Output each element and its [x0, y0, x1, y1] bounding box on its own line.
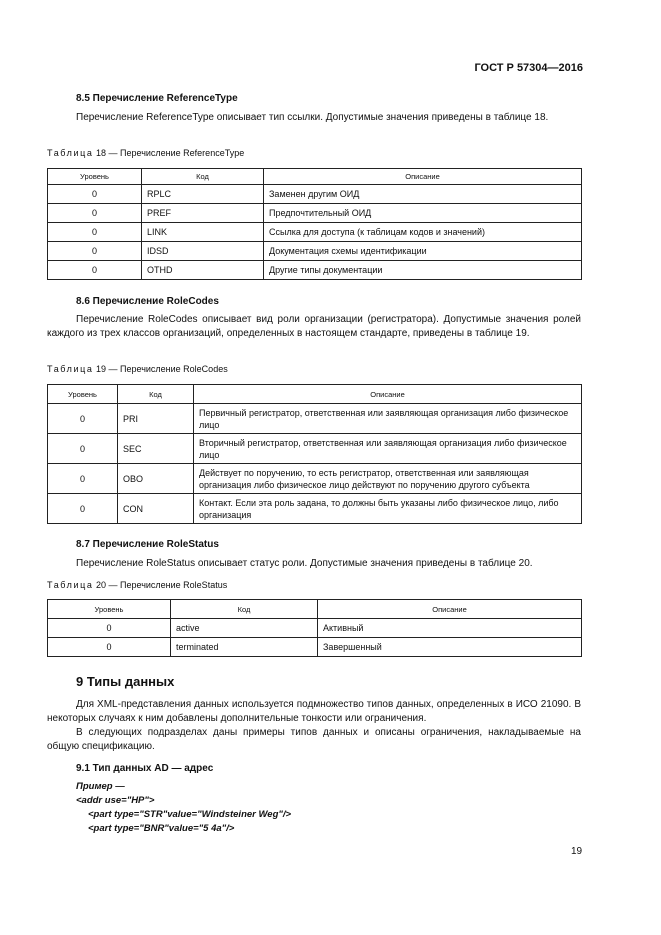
cell-description: Другие типы документации: [264, 261, 582, 280]
caption-word: Таблица: [47, 148, 94, 158]
cell-code: CON: [118, 494, 194, 524]
cell-level: 0: [48, 494, 118, 524]
table-row: [48, 404, 582, 434]
table-row: [48, 242, 582, 261]
page-number: 19: [571, 846, 583, 857]
column-header: Код: [171, 600, 318, 619]
section-9-1-heading: 9.1 Тип данных AD — адрес: [76, 763, 214, 774]
cell-level: 0: [48, 464, 118, 494]
column-header: Уровень: [48, 169, 142, 185]
cell-code: PRI: [118, 404, 194, 434]
cell-level: 0: [48, 638, 171, 657]
example-label: Пример —: [76, 781, 125, 792]
cell-description: Заменен другим ОИД: [264, 185, 582, 204]
table-19: [47, 384, 582, 524]
section-9-heading: 9 Типы данных: [76, 674, 175, 689]
cell-level: 0: [48, 223, 142, 242]
code-line: <addr use="HP">: [76, 795, 155, 806]
table-row: [48, 464, 582, 494]
section-8-6-text: Перечисление RoleCodes описывает вид роли организации (регистратора). Допустимые значения ролей каждого из трех классов организаций, определенных в настоящем стандарте, приведены в таблице 19.: [47, 314, 581, 339]
table-19-caption: [47, 364, 228, 374]
cell-description: Ссылка для доступа (к таблицам кодов и значений): [264, 223, 582, 242]
table-20: [47, 599, 582, 657]
table-row: [48, 185, 582, 204]
cell-code: LINK: [142, 223, 264, 242]
caption-rest: 19 — Перечисление RoleCodes: [93, 364, 228, 374]
cell-code: IDSD: [142, 242, 264, 261]
table-row: [48, 204, 582, 223]
column-header: Описание: [264, 169, 582, 185]
section-8-7-heading: 8.7 Перечисление RoleStatus: [76, 539, 219, 550]
cell-description: Предпочтительный ОИД: [264, 204, 582, 223]
cell-code: SEC: [118, 434, 194, 464]
caption-rest: 20 — Перечисление RoleStatus: [93, 580, 228, 590]
cell-level: 0: [48, 185, 142, 204]
table-header-row: [48, 169, 582, 185]
cell-level: 0: [48, 434, 118, 464]
caption-word: Таблица: [47, 580, 94, 590]
cell-level: 0: [48, 261, 142, 280]
cell-level: 0: [48, 242, 142, 261]
cell-level: 0: [48, 204, 142, 223]
cell-description: Контакт. Если эта роль задана, то должны быть указаны либо физическое лицо, либо организация: [194, 494, 582, 524]
column-header: Описание: [194, 385, 582, 404]
cell-code: OTHD: [142, 261, 264, 280]
table-header-row: [48, 600, 582, 619]
table-row: [48, 261, 582, 280]
cell-description: Активный: [318, 619, 582, 638]
cell-description: Завершенный: [318, 638, 582, 657]
code-line: <part type="BNR"value="5 4a"/>: [88, 823, 235, 834]
cell-description: Действует по поручению, то есть регистратор, ответственная или заявляющая организация либо физическое лицо действуют по поручению другого субъекта: [194, 464, 582, 494]
cell-description: Документация схемы идентификации: [264, 242, 582, 261]
document-id: ГОСТ Р 57304—2016: [474, 62, 583, 74]
cell-code: terminated: [171, 638, 318, 657]
cell-code: active: [171, 619, 318, 638]
table-row: [48, 638, 582, 657]
table-18: [47, 168, 582, 280]
section-8-5-heading: 8.5 Перечисление ReferenceType: [76, 93, 238, 104]
column-header: Описание: [318, 600, 582, 619]
table-header-row: [48, 385, 582, 404]
table-row: [48, 619, 582, 638]
section-8-5-text: [76, 111, 581, 125]
column-header: Уровень: [48, 385, 118, 404]
table-row: [48, 494, 582, 524]
table-row: [48, 223, 582, 242]
cell-description: Вторичный регистратор, ответственная или заявляющая организация либо физическое лицо: [194, 434, 582, 464]
section-8-6-heading: 8.6 Перечисление RoleCodes: [76, 296, 219, 307]
caption-rest: 18 — Перечисление ReferenceType: [93, 148, 245, 158]
column-header: Код: [118, 385, 194, 404]
code-line: <part type="STR"value="Windsteiner Weg"/>: [88, 809, 292, 820]
table-18-caption: [47, 148, 244, 158]
cell-level: 0: [48, 619, 171, 638]
cell-code: PREF: [142, 204, 264, 223]
table-row: [48, 434, 582, 464]
column-header: Код: [142, 169, 264, 185]
table-20-caption: [47, 580, 227, 590]
cell-code: RPLC: [142, 185, 264, 204]
caption-word: Таблица: [47, 364, 94, 374]
column-header: Уровень: [48, 600, 171, 619]
section-9-paragraph-1: Для XML-представления данных используется подмножество типов данных, определенных в ИСО 21090. В некоторых случаях к ним добавлены дополнительные тонкости или ограничения.: [47, 699, 581, 724]
section-9-paragraph-2: В следующих подразделах даны примеры типов данных и описаны ограничения, накладываемые на общую спецификацию.: [47, 727, 581, 752]
cell-description: Первичный регистратор, ответственная или заявляющая организация либо физическое лицо: [194, 404, 582, 434]
cell-level: 0: [48, 404, 118, 434]
section-8-5-text-content: Перечисление ReferenceType описывает тип ссылки. Допустимые значения приведены в таблице 18.: [76, 112, 549, 123]
cell-code: OBO: [118, 464, 194, 494]
section-8-7-text: Перечисление RoleStatus описывает статус роли. Допустимые значения приведены в таблице 20.: [76, 558, 533, 569]
